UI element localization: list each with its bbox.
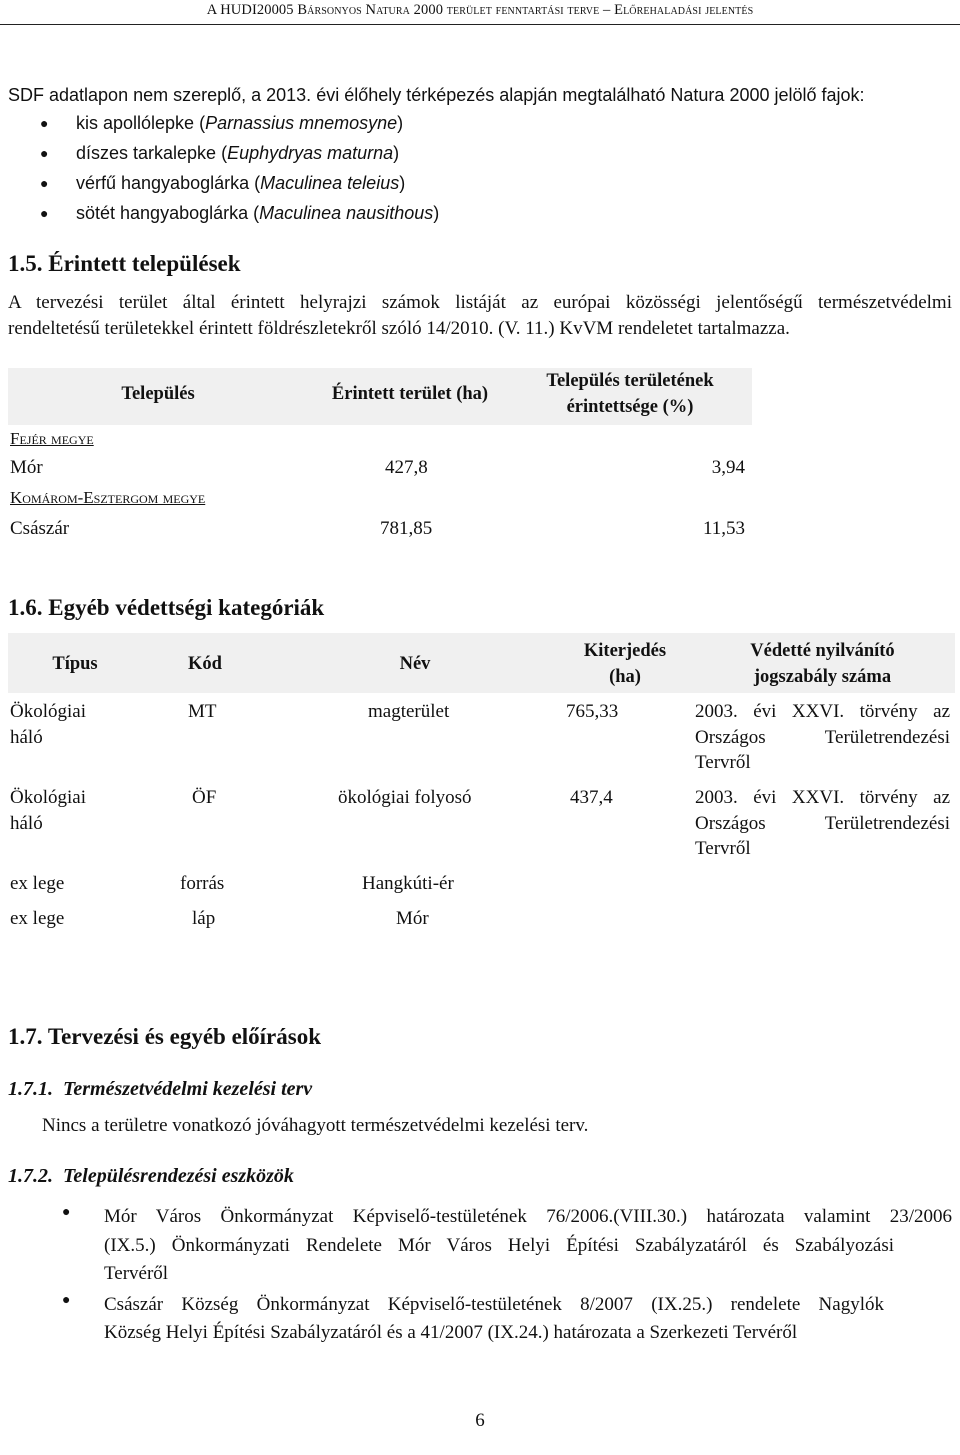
table-row-jog: Tervről <box>695 752 751 773</box>
header-telepules: Település <box>121 384 195 404</box>
table-row-jog: Országos Területrendezési <box>695 727 950 748</box>
page-number: 6 <box>475 1410 485 1431</box>
list-item: Császár Község Önkormányzat Képviselő-testületének 8/2007 (IX.25.) rendelete Nagylók <box>104 1294 884 1315</box>
table-row-kod: láp <box>192 908 216 929</box>
table-row-kod: forrás <box>180 873 225 894</box>
section-1-5-para-line2: rendeltetésű területekkel érintett földrészletekről szóló 14/2010. (V. 11.) KvVM rendeletet tartalmazza. <box>8 318 790 339</box>
table-row-nev: magterület <box>368 701 450 722</box>
table-row-tipus: Ökológiai <box>10 701 86 722</box>
list-item: Község Helyi Építési Szabályzatáról és a 41/2007 (IX.24.) határozata a Szerkezeti Tervéről <box>104 1322 798 1343</box>
running-header: A HUDI20005 Bársonyos Natura 2000 terület fenntartási terve – Előrehaladási jelentés <box>206 2 754 18</box>
table-row-jog: 2003. évi XXVI. törvény az <box>695 787 950 808</box>
subsection-title-1-7-2: 1.7.2. Településrendezési eszközök <box>8 1165 294 1187</box>
county-label: Fejér megye <box>10 429 94 448</box>
bullet-icon: ● <box>62 1205 71 1220</box>
header-tipus: Típus <box>52 654 98 674</box>
table-row-area: 781,85 <box>380 518 433 539</box>
header-kod: Kód <box>188 654 222 674</box>
table-row-jog: 2003. évi XXVI. törvény az <box>695 701 950 722</box>
table-row-jog: Tervről <box>695 838 751 859</box>
section-title-1-6: 1.6. Egyéb védettségi kategóriák <box>8 595 325 620</box>
table-row-kod: ÖF <box>192 787 217 808</box>
section-title-1-7: 1.7. Tervezési és egyéb előírások <box>8 1024 322 1049</box>
header-pct-1: Település területének <box>546 371 714 391</box>
table-row-area: 427,8 <box>385 457 428 478</box>
table-row-nev: ökológiai folyosó <box>338 787 472 808</box>
species-intro: SDF adatlapon nem szereplő, a 2013. évi élőhely térképezés alapján megtalálható Natura 2000 jelölő fajok: <box>8 85 865 105</box>
table-row-jog: Országos Területrendezési <box>695 813 950 834</box>
table-row-town: Császár <box>10 518 70 539</box>
county-label: Komárom-Esztergom megye <box>10 488 206 507</box>
table-row-nev: Hangkúti-ér <box>362 873 454 894</box>
header-pct-2: érintettsége (%) <box>566 397 694 417</box>
subsection-1-7-1-text: Nincs a területre vonatkozó jóváhagyott természetvédelmi kezelési terv. <box>42 1115 589 1136</box>
table-row-ha: 765,33 <box>566 701 619 722</box>
table-row-tipus: Ökológiai <box>10 787 86 808</box>
bullet-icon: ● <box>62 1293 71 1308</box>
header-kiterjedes-1: Kiterjedés <box>583 641 667 661</box>
section-1-5-para-line1: A tervezési terület által érintett helyrajzi számok listáját az európai közösségi jelentőségű természetvédelmi <box>8 292 952 313</box>
section-title-1-5: 1.5. Érintett települések <box>8 251 241 276</box>
table-row-kod: MT <box>188 701 217 722</box>
table-row-tipus: ex lege <box>10 873 65 894</box>
header-jog-1: Védetté nyilvánító <box>750 641 895 661</box>
table-row-tipus: háló <box>10 727 43 748</box>
list-item: (IX.5.) Önkormányzati Rendelete Mór Város Helyi Építési Szabályzatáról és Szabályozási <box>104 1235 894 1256</box>
list-item: Mór Város Önkormányzat Képviselő-testületének 76/2006.(VIII.30.) határozata valamint 23/2006 <box>104 1206 952 1227</box>
table-row-pct: 3,94 <box>711 457 745 478</box>
table-row-tipus: háló <box>10 813 43 834</box>
header-erintett: Érintett terület (ha) <box>331 384 489 404</box>
table-row-nev: Mór <box>396 908 429 929</box>
table-row-ha: 437,4 <box>570 787 613 808</box>
subsection-title-1-7-1: 1.7.1. Természetvédelmi kezelési terv <box>8 1078 313 1100</box>
header-nev: Név <box>399 654 431 674</box>
table-row-pct: 11,53 <box>702 518 745 539</box>
table-row-tipus: ex lege <box>10 908 65 929</box>
header-rule <box>0 24 960 25</box>
table-row-town: Mór <box>10 457 43 478</box>
list-item: Tervéről <box>104 1263 169 1284</box>
header-jog-2: jogszabály száma <box>753 667 892 687</box>
header-kiterjedes-2: (ha) <box>609 667 641 687</box>
